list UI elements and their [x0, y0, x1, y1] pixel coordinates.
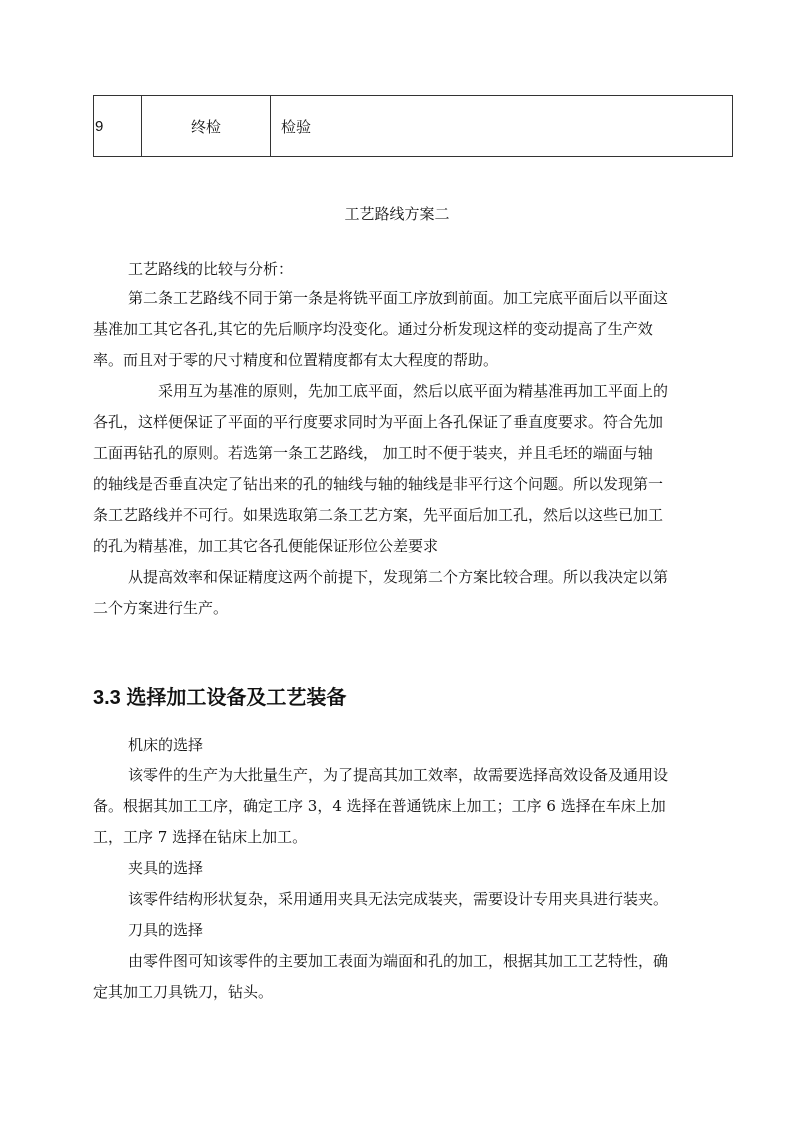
- tool-title: 刀具的选择: [128, 921, 204, 939]
- paragraph-line: 条工艺路线并不可行。如果选取第二条工艺方案，先平面后加工孔，然后以这些已加工: [93, 506, 664, 524]
- process-table: [93, 95, 733, 157]
- process-name-cell: 终检: [142, 96, 271, 157]
- paragraph-line: 工面再钻孔的原则。若选第一条工艺路线， 加工时不便于装夹，并且毛坯的端面与轴: [93, 444, 653, 462]
- process-number-cell: 9: [94, 96, 142, 157]
- machine-title: 机床的选择: [128, 736, 204, 754]
- paragraph-line: 二个方案进行生产。: [93, 599, 229, 617]
- paragraph-line: 率。而且对于零的尺寸精度和位置精度都有太大程度的帮助。: [93, 351, 499, 369]
- paragraph-line: 基准加工其它各孔,其它的先后顺序均没变化。通过分析发现这样的变动提高了生产效: [93, 320, 653, 338]
- paragraph-line: 定其加工刀具铣刀，钻头。: [93, 983, 274, 1001]
- paragraph-line: 由零件图可知该零件的主要加工表面为端面和孔的加工，根据其加工工艺特性，确: [128, 952, 669, 970]
- paragraph-line: 该零件结构形状复杂，采用通用夹具无法完成装夹，需要设计专用夹具进行装夹。: [128, 890, 669, 908]
- paragraph-line: 的轴线是否垂直决定了钻出来的孔的轴线与轴的轴线是非平行这个问题。所以发现第一: [93, 475, 664, 493]
- process-content-cell: 检验: [271, 96, 733, 157]
- paragraph-line: 的孔为精基准，加工其它各孔便能保证形位公差要求: [93, 537, 439, 555]
- paragraph-line: 该零件的生产为大批量生产，为了提高其加工效率，故需要选择高效设备及通用设: [128, 766, 669, 784]
- section-heading: 3.3 选择加工设备及工艺装备: [93, 687, 347, 709]
- paragraph-line: 采用互为基准的原则，先加工底平面，然后以底平面为精基准再加工平面上的: [158, 382, 669, 400]
- route-caption: 工艺路线方案二: [344, 205, 450, 223]
- paragraph-line: 备。根据其加工工序，确定工序 3，4 选择在普通铣床上加工；工序 6 选择在车床上加: [93, 797, 666, 815]
- fixture-title: 夹具的选择: [128, 859, 204, 877]
- comparison-title: 工艺路线的比较与分析：: [128, 260, 294, 278]
- paragraph-line: 各孔，这样便保证了平面的平行度要求同时为平面上各孔保证了垂直度要求。符合先加: [93, 413, 664, 431]
- table-row: [94, 96, 733, 157]
- paragraph-line: 从提高效率和保证精度这两个前提下，发现第二个方案比较合理。所以我决定以第: [128, 568, 669, 586]
- paragraph-line: 第二条工艺路线不同于第一条是将铣平面工序放到前面。加工完底平面后以平面这: [128, 289, 669, 307]
- paragraph-line: 工，工序 7 选择在钻床上加工。: [93, 828, 308, 846]
